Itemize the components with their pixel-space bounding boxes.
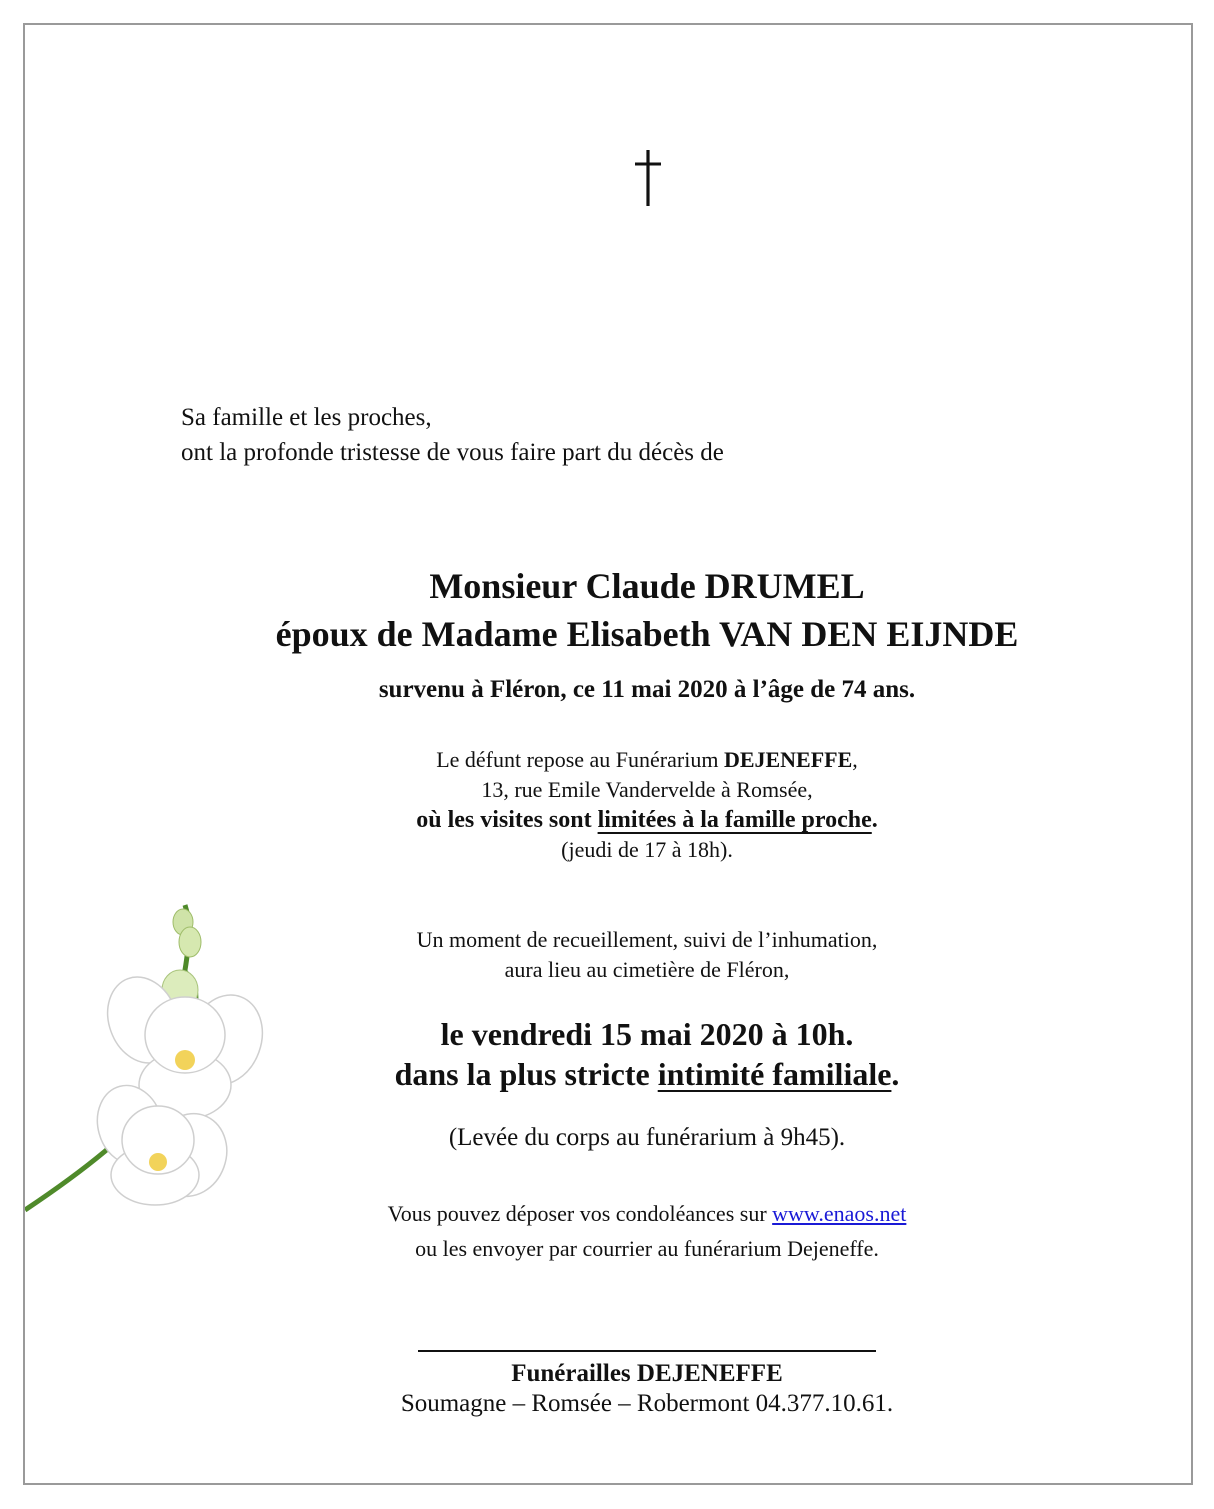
condolences-link[interactable]: www.enaos.net (772, 1201, 907, 1226)
ceremony-date: le vendredi 15 mai 2020 à 10h. (440, 1016, 854, 1052)
repose-line-1-prefix: Le défunt repose au Funérarium (436, 747, 724, 772)
visits-hours: (jeudi de 17 à 18h). (561, 837, 733, 862)
ceremony-date-block (0, 1014, 1214, 1094)
deceased-name-block (0, 562, 1214, 658)
footer-divider (418, 1350, 876, 1352)
funerarium-name: DEJENEFFE (723, 747, 853, 772)
visits-restriction: limitées à la famille proche (597, 807, 872, 833)
ceremony-intimacy (0, 1054, 1214, 1094)
repose-address: 13, rue Emile Vandervelde à Romsée, (481, 777, 813, 802)
intro-line-2: ont la profonde tristesse de vous faire part du décès de (181, 439, 724, 466)
condolences-prefix: Vous pouvez déposer vos condoléances sur (387, 1201, 773, 1226)
deceased-name: Monsieur Claude DRUMEL (429, 566, 865, 606)
intimacy-suffix: . (891, 1056, 900, 1092)
ceremony-info (0, 925, 1214, 985)
intro-text (181, 400, 724, 470)
latin-cross-icon (633, 150, 663, 206)
ceremony-line-1: Un moment de recueillement, suivi de l’inhumation, (416, 927, 878, 952)
repose-line-1-suffix: , (852, 747, 858, 772)
death-info: survenu à Fléron, ce 11 mai 2020 à l’âge de 74 ans. (378, 676, 916, 703)
visits-prefix: où les visites sont (416, 807, 598, 833)
condolences-line-2: ou les envoyer par courrier au funérarium Dejeneffe. (415, 1236, 879, 1261)
deceased-spouse: époux de Madame Elisabeth VAN DEN EIJNDE (275, 614, 1019, 654)
levee-info: (Levée du corps au funérarium à 9h45). (448, 1124, 846, 1151)
ceremony-line-2: aura lieu au cimetière de Fléron, (504, 957, 790, 982)
footer-locations: Soumagne – Romsée – Robermont 04.377.10.61. (400, 1390, 894, 1417)
intimacy-prefix: dans la plus stricte (394, 1056, 658, 1092)
intro-line-1: Sa famille et les proches, (181, 404, 432, 431)
condolences-info (0, 1196, 1214, 1266)
intimacy-underlined: intimité familiale (657, 1056, 892, 1092)
repose-info (0, 745, 1214, 865)
visits-notice (0, 805, 1214, 835)
visits-suffix: . (871, 807, 878, 833)
repose-line-1 (0, 745, 1214, 775)
condolences-line-1 (0, 1196, 1214, 1231)
footer-company: Funérailles DEJENEFFE (511, 1360, 783, 1387)
